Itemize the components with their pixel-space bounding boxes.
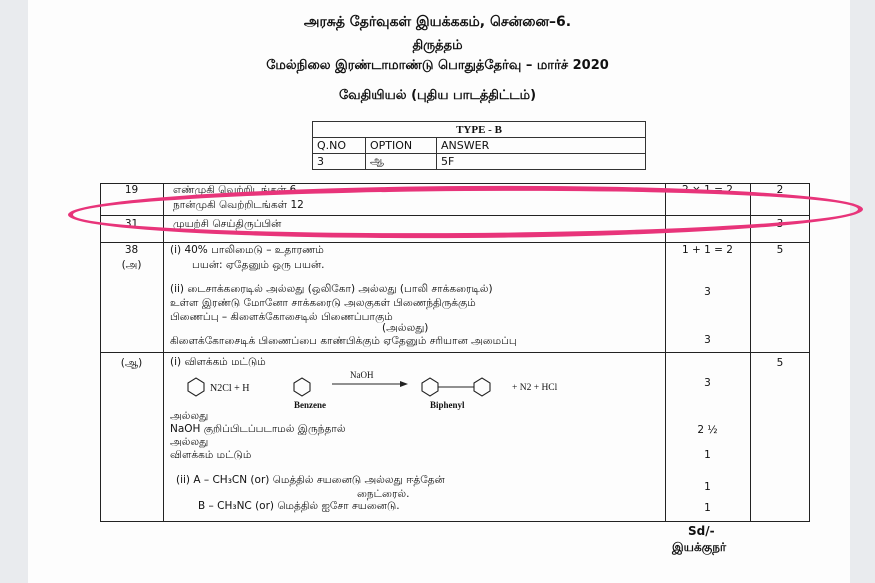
row38a-ii-2: உள்ள இரண்டு மோனோ சாக்கரைடு அலகுகள் பிணைந்திருக்கும் — [170, 297, 476, 309]
benzene-ring-icon — [422, 378, 438, 396]
benzene-ring-icon — [188, 378, 204, 396]
row38a-or: (அல்லது) — [382, 322, 429, 334]
row19-mark: 2 × 1 = 2 — [682, 184, 733, 196]
type-b-table — [312, 121, 646, 170]
row38a-mark2: 3 — [704, 286, 711, 298]
col-qno: Q.NO — [313, 138, 366, 154]
cell-qno: 3 — [313, 154, 366, 170]
row38b-mark3: 1 — [704, 449, 711, 461]
type-table-title: TYPE - B — [313, 122, 646, 138]
reaction-products: + N2 + HCl — [512, 383, 558, 393]
row38b-sub: (ஆ) — [120, 357, 143, 369]
row38a-ii-3: பிணைப்பு – கிளைக்கோசைடில் பிணைப்பாகும் — [170, 311, 393, 323]
row38a-ii-1: (ii) டைசாக்கரைடில் அல்லது (ஒலிகோ) அல்லது (பாலி சாக்கரைடில்) — [170, 283, 493, 295]
row19-line2: நான்முகி வெற்றிடங்கள் 12 — [173, 199, 304, 211]
row38a-sub: (அ) — [121, 259, 142, 271]
reaction-reagent: N2Cl + H — [210, 383, 250, 394]
row38a-line1: (i) 40% பாலிமைடு – உதாரணம் — [170, 244, 324, 256]
row38-qno: 38 — [124, 244, 139, 256]
row38a-mark3: 3 — [704, 334, 711, 346]
row38b-mark4: 1 — [704, 481, 711, 493]
row19-line1: எண்முகி வெற்றிடங்கள் 6 — [173, 184, 297, 196]
signature-sd: Sd/- — [688, 524, 715, 538]
row38b-naoh: NaOH குறிப்பிடப்படாமல் இருந்தால் — [170, 423, 346, 435]
row31-text: முயற்சி செய்திருப்பின் — [173, 218, 282, 230]
label-benzene: Benzene — [294, 400, 326, 410]
cell-answer: 5F — [437, 154, 646, 170]
row38b-ii-a2: நைட்ரைல். — [357, 488, 410, 500]
row38b-ii-b: B – CH₃NC (or) மெத்தில் ஐசோ சயனைடு. — [198, 500, 400, 512]
row19-total: 2 — [776, 184, 784, 196]
row-divider — [100, 242, 810, 243]
col-option: OPTION — [366, 138, 437, 154]
row38a-mark1: 1 + 1 = 2 — [682, 244, 733, 256]
row38b-ii-a1: (ii) A – CH₃CN (or) மெத்தில் சயனைடு அல்லது ஈத்தேன் — [176, 474, 445, 486]
row38b-mark1: 3 — [704, 377, 711, 389]
label-biphenyl: Biphenyl — [430, 400, 465, 410]
reaction-catalyst: NaOH — [350, 370, 374, 380]
cell-option: ஆ — [366, 154, 437, 170]
row19-qno: 19 — [124, 184, 139, 196]
row31-total: 3 — [776, 218, 784, 230]
signature-title: இயக்குநர் — [672, 540, 727, 554]
header-exam: மேல்நிலை இரண்டாமாண்டு பொதுத்தேர்வு – மார்ச் 2020 — [266, 58, 609, 73]
row38a-ii-4: கிளைக்கோசைடிக் பிணைப்பை காண்பிக்கும் ஏதேனும் சரியான அமைப்பு — [170, 335, 517, 347]
col-answer: ANSWER — [437, 138, 646, 154]
row38b-expl: விளக்கம் மட்டும் — [170, 449, 252, 461]
row38b-or1: அல்லது — [170, 410, 209, 422]
row38b-line1: (i) விளக்கம் மட்டும் — [170, 356, 266, 368]
row-divider — [100, 352, 810, 353]
benzene-ring-icon — [474, 378, 490, 396]
header-subject: வேதியியல் (புதிய பாடத்திட்டம்) — [338, 88, 537, 103]
header-correction: திருத்தம் — [412, 38, 463, 53]
row38a-line2: பயன்: ஏதேனும் ஒரு பயன். — [192, 259, 325, 271]
row38b-mark5: 1 — [704, 502, 711, 514]
row31-qno: 31 — [124, 218, 139, 230]
reaction-scheme — [182, 368, 642, 412]
header-department: அரசுத் தேர்வுகள் இயக்ககம், சென்னை–6. — [303, 14, 572, 30]
row38b-mark2: 2 ½ — [697, 424, 718, 436]
benzene-ring-icon — [294, 378, 310, 396]
row38b-total: 5 — [776, 357, 784, 369]
row38b-or2: அல்லது — [170, 436, 209, 448]
row38a-total: 5 — [776, 244, 784, 256]
arrow-head-icon — [400, 381, 408, 387]
